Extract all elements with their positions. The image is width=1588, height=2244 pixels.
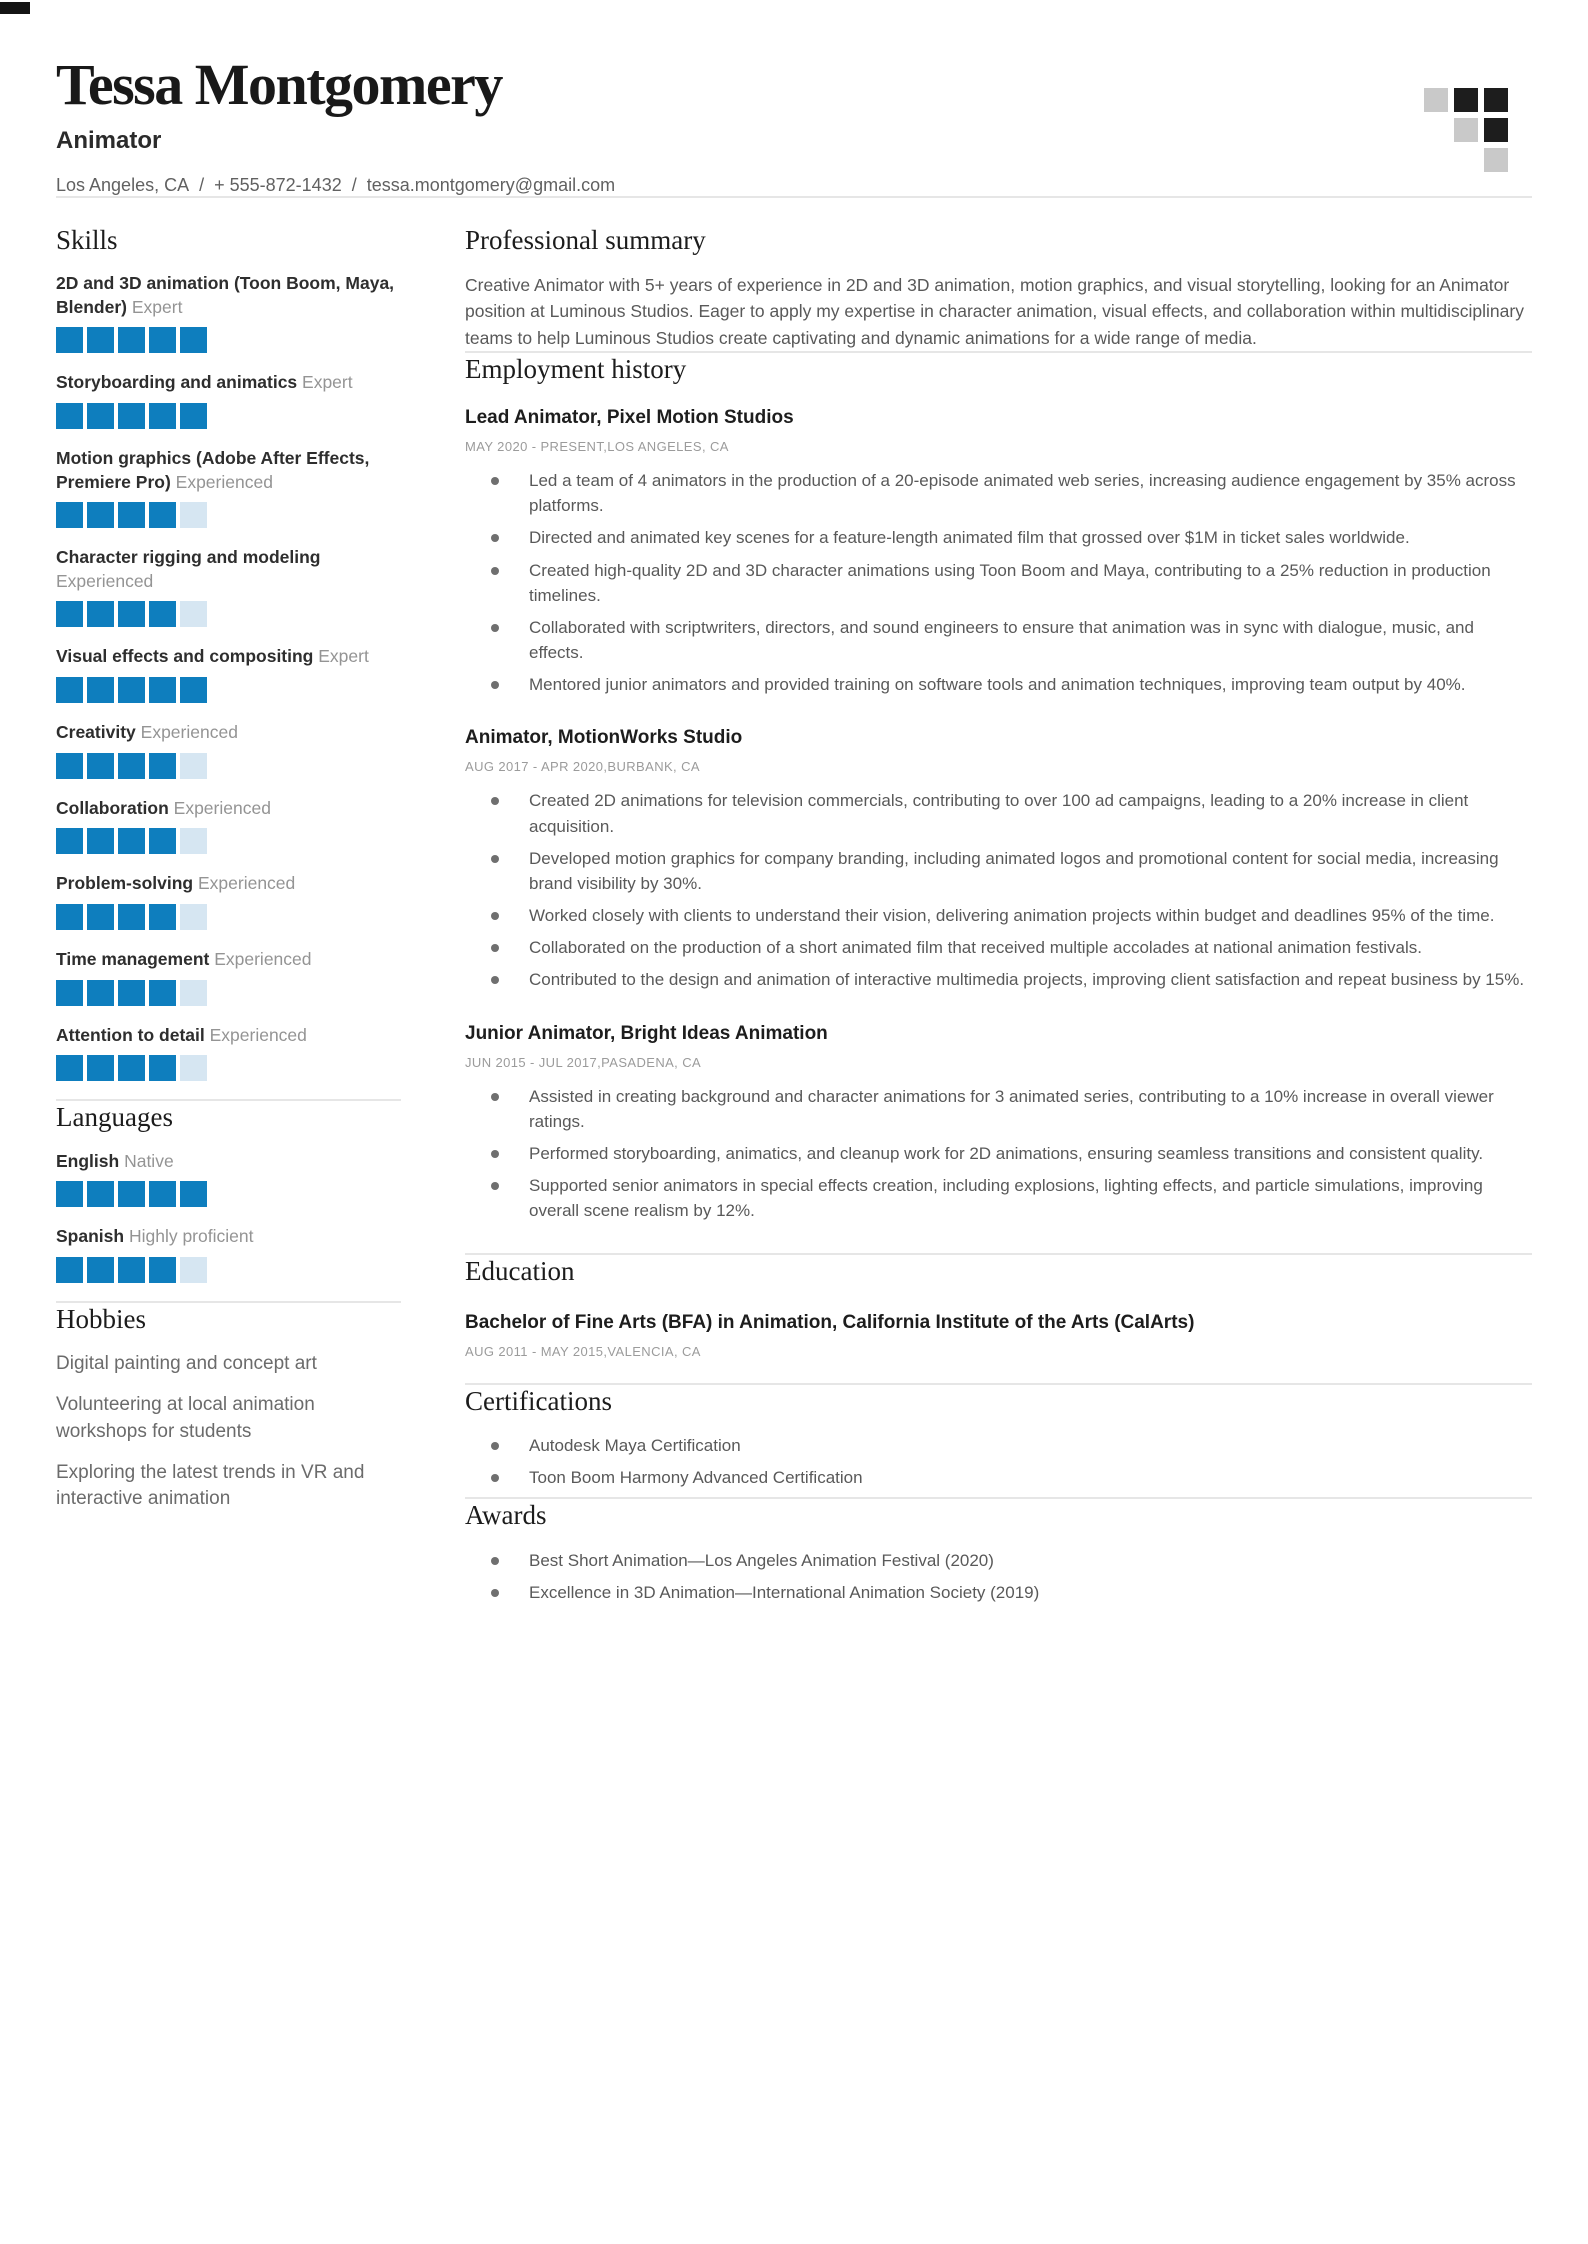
language-item	[56, 1150, 401, 1208]
skill-level-bar	[56, 601, 401, 627]
level-square-filled	[87, 327, 114, 353]
header	[56, 54, 1532, 196]
level-square-filled	[87, 980, 114, 1006]
job-dates: JUN 2015 - JUL 2017,PASADENA, CA	[465, 1054, 702, 1070]
level-square-filled	[87, 1055, 114, 1081]
level-square-filled	[149, 828, 176, 854]
skill-item	[56, 272, 401, 353]
level-square-filled	[118, 828, 145, 854]
level-square-filled	[56, 502, 83, 528]
level-square-filled	[87, 753, 114, 779]
language-level: Highly proficient	[128, 1226, 254, 1247]
hobby-item: Volunteering at local animation workshops for students	[56, 1394, 315, 1442]
contact-separator: /	[351, 174, 357, 195]
level-square-filled	[56, 980, 83, 1006]
skill-level-bar	[56, 502, 401, 528]
level-square-filled	[118, 904, 145, 930]
contact-separator: /	[199, 174, 205, 195]
certifications-section-title: Certifications	[465, 1385, 612, 1416]
job-entry	[465, 727, 1532, 992]
level-square-filled	[118, 980, 145, 1006]
level-square-filled	[149, 677, 176, 703]
level-square-filled	[56, 1055, 83, 1081]
job-entry	[465, 1023, 1532, 1224]
level-square-empty	[180, 1055, 207, 1081]
education-degree: Bachelor of Fine Arts (BFA) in Animation, California Institute of the Arts (CalArts)	[465, 1311, 1195, 1333]
languages-section-title: Languages	[56, 1102, 173, 1133]
level-square-empty	[180, 601, 207, 627]
skill-name: Character rigging and modeling	[56, 547, 321, 568]
skill-level-bar	[56, 828, 401, 854]
hobby-item: Digital painting and concept art	[56, 1353, 317, 1375]
hobbies-section-title: Hobbies	[56, 1303, 146, 1334]
skill-level: Experienced	[175, 471, 273, 492]
skill-item	[56, 797, 401, 855]
level-square-filled	[149, 1055, 176, 1081]
level-square-filled	[118, 1055, 145, 1081]
level-square-filled	[56, 1257, 83, 1283]
skill-level: Expert	[318, 646, 369, 667]
job-bullet: Led a team of 4 animators in the production of a 20-episode animated web series, increasing audience engagement by 35% across platforms.	[465, 468, 1532, 518]
skill-level-bar	[56, 327, 401, 353]
level-square-filled	[56, 403, 83, 429]
level-square-filled	[118, 502, 145, 528]
level-square-empty	[180, 980, 207, 1006]
level-square-empty	[180, 904, 207, 930]
hobby-item: Exploring the latest trends in VR and interactive animation	[56, 1461, 365, 1510]
job-bullet: Directed and animated key scenes for a feature-length animated film that grossed over $1M in ticket sales worldwide.	[465, 525, 1532, 550]
level-square-filled	[118, 753, 145, 779]
job-bullet: Developed motion graphics for company branding, including animated logos and promotional content for social media, increasing brand visibility by 30%.	[465, 846, 1532, 896]
skill-name: Visual effects and compositing	[56, 646, 314, 667]
language-name: Spanish	[56, 1226, 125, 1247]
skill-item	[56, 1024, 401, 1082]
summary-section-title: Professional summary	[465, 224, 706, 255]
level-square-filled	[56, 1181, 83, 1207]
skill-level: Experienced	[214, 948, 312, 969]
level-square-filled	[87, 403, 114, 429]
level-square-filled	[118, 1257, 145, 1283]
certification-item: Toon Boom Harmony Advanced Certification	[465, 1465, 1532, 1490]
certification-item: Autodesk Maya Certification	[465, 1433, 1532, 1458]
skill-level: Experienced	[140, 722, 238, 743]
skill-level-bar	[56, 904, 401, 930]
sidebar	[56, 224, 465, 1612]
level-square-filled	[56, 753, 83, 779]
level-square-filled	[149, 1181, 176, 1207]
employment-section-title: Employment history	[465, 353, 687, 384]
skill-level: Experienced	[209, 1024, 307, 1045]
skill-level-bar	[56, 753, 401, 779]
level-square-filled	[87, 1257, 114, 1283]
level-square-filled	[87, 828, 114, 854]
awards-section-title: Awards	[465, 1500, 547, 1531]
level-square-filled	[149, 403, 176, 429]
summary-text: Creative Animator with 5+ years of experience in 2D and 3D animation, motion graphics, and visual storytelling, looking for an Animator position at Luminous Studios. Eager to apply my expertise in character animation, visual effects, and collaboration within multidisciplinary teams to help Luminous Studios create captivating and dynamic animations for a wide range of media.	[465, 275, 1524, 348]
level-square-filled	[118, 601, 145, 627]
candidate-name: Tessa Montgomery	[56, 52, 502, 117]
job-bullet: Contributed to the design and animation of interactive multimedia projects, improving client satisfaction and repeat business by 15%.	[465, 967, 1532, 992]
skill-name: 2D and 3D animation (Toon Boom, Maya, Blender)	[56, 273, 395, 317]
level-square-filled	[180, 403, 207, 429]
job-title: Junior Animator, Bright Ideas Animation	[465, 1022, 828, 1044]
skill-item	[56, 447, 401, 528]
job-bullet: Mentored junior animators and provided training on software tools and animation techniques, improving team output by 40%.	[465, 672, 1532, 697]
language-item	[56, 1225, 401, 1283]
level-square-filled	[87, 601, 114, 627]
job-bullet: Assisted in creating background and character animations for 3 animated series, contributing to a 10% increase in overall viewer ratings.	[465, 1084, 1532, 1134]
skill-item	[56, 371, 401, 429]
job-bullet: Created high-quality 2D and 3D character animations using Toon Boom and Maya, contributing to a 25% reduction in production timelines.	[465, 558, 1532, 608]
level-square-filled	[87, 502, 114, 528]
level-square-filled	[56, 677, 83, 703]
level-square-filled	[149, 502, 176, 528]
job-bullet: Supported senior animators in special effects creation, including explosions, lighting effects, and particle simulations, improving overall scene realism by 12%.	[465, 1173, 1532, 1223]
page-corner-mark	[0, 2, 30, 14]
award-item: Best Short Animation—Los Angeles Animation Festival (2020)	[465, 1548, 1532, 1573]
level-square-filled	[118, 677, 145, 703]
education-section-title: Education	[465, 1256, 575, 1287]
skill-level: Expert	[131, 296, 183, 317]
job-dates: AUG 2017 - APR 2020,BURBANK, CA	[465, 759, 700, 775]
skill-level: Expert	[302, 372, 353, 393]
skill-name: Time management	[56, 948, 210, 969]
level-square-filled	[56, 601, 83, 627]
skill-level-bar	[56, 980, 401, 1006]
skill-level-bar	[56, 1055, 401, 1081]
level-square-filled	[118, 403, 145, 429]
skill-level: Experienced	[56, 570, 154, 591]
language-name: English	[56, 1150, 120, 1171]
candidate-title: Animator	[56, 126, 162, 154]
level-square-filled	[56, 327, 83, 353]
language-level-bar	[56, 1181, 401, 1207]
certifications-list	[465, 1433, 1532, 1490]
job-bullets	[465, 468, 1532, 697]
skills-section-title: Skills	[56, 224, 118, 255]
main-column	[465, 224, 1532, 1612]
job-entry	[465, 407, 1532, 697]
skill-level-bar	[56, 677, 401, 703]
level-square-empty	[180, 502, 207, 528]
education-dates: AUG 2011 - MAY 2015,VALENCIA, CA	[465, 1343, 701, 1359]
skill-item	[56, 721, 401, 779]
skill-item	[56, 645, 401, 703]
level-square-filled	[56, 904, 83, 930]
level-square-filled	[149, 904, 176, 930]
contact-email: tessa.montgomery@gmail.com	[366, 174, 616, 195]
language-level: Native	[124, 1150, 174, 1171]
skill-name: Storyboarding and animatics	[56, 372, 298, 393]
awards-list	[465, 1548, 1532, 1605]
language-level-bar	[56, 1257, 401, 1283]
job-bullet: Created 2D animations for television commercials, contributing to over 100 ad campaigns, leading to a 20% increase in client acquisition.	[465, 788, 1532, 838]
level-square-filled	[87, 677, 114, 703]
job-title: Animator, MotionWorks Studio	[465, 727, 743, 749]
job-bullet: Worked closely with clients to understand their vision, delivering animation projects within budget and deadlines 95% of the time.	[465, 903, 1532, 928]
level-square-empty	[180, 753, 207, 779]
level-square-filled	[149, 1257, 176, 1283]
level-square-filled	[118, 1181, 145, 1207]
level-square-filled	[180, 1181, 207, 1207]
level-square-empty	[180, 828, 207, 854]
level-square-empty	[180, 1257, 207, 1283]
skill-name: Problem-solving	[56, 873, 194, 894]
level-square-filled	[87, 1181, 114, 1207]
level-square-filled	[180, 327, 207, 353]
award-item: Excellence in 3D Animation—International Animation Society (2019)	[465, 1580, 1532, 1605]
skill-name: Attention to detail	[56, 1024, 205, 1045]
level-square-filled	[180, 677, 207, 703]
job-bullet: Collaborated on the production of a short animated film that received multiple accolades at national animation festivals.	[465, 935, 1532, 960]
level-square-filled	[87, 904, 114, 930]
header-divider	[56, 196, 1532, 198]
skill-level: Experienced	[173, 797, 271, 818]
contact-line	[56, 175, 1532, 196]
skill-name: Creativity	[56, 722, 136, 743]
skill-item	[56, 546, 401, 627]
job-bullets	[465, 788, 1532, 992]
brand-logo-icon	[1424, 88, 1508, 172]
contact-phone: + 555-872-1432	[214, 174, 342, 195]
level-square-filled	[56, 828, 83, 854]
level-square-filled	[118, 327, 145, 353]
level-square-filled	[149, 980, 176, 1006]
level-square-filled	[149, 601, 176, 627]
skill-name: Motion graphics (Adobe After Effects, Premiere Pro)	[56, 447, 370, 492]
job-bullet: Collaborated with scriptwriters, directors, and sound engineers to ensure that animation was in sync with dialogue, music, and effects.	[465, 615, 1532, 665]
contact-location: Los Angeles, CA	[56, 174, 190, 195]
skill-name: Collaboration	[56, 797, 169, 818]
job-dates: MAY 2020 - PRESENT,LOS ANGELES, CA	[465, 439, 729, 455]
skill-level-bar	[56, 403, 401, 429]
job-bullets	[465, 1084, 1532, 1224]
skill-level: Experienced	[197, 873, 296, 894]
skill-item	[56, 872, 401, 930]
skill-item	[56, 948, 401, 1006]
job-title: Lead Animator, Pixel Motion Studios	[465, 407, 794, 429]
job-bullet: Performed storyboarding, animatics, and cleanup work for 2D animations, ensuring seamless transitions and consistent quality.	[465, 1141, 1532, 1166]
level-square-filled	[149, 327, 176, 353]
level-square-filled	[149, 753, 176, 779]
